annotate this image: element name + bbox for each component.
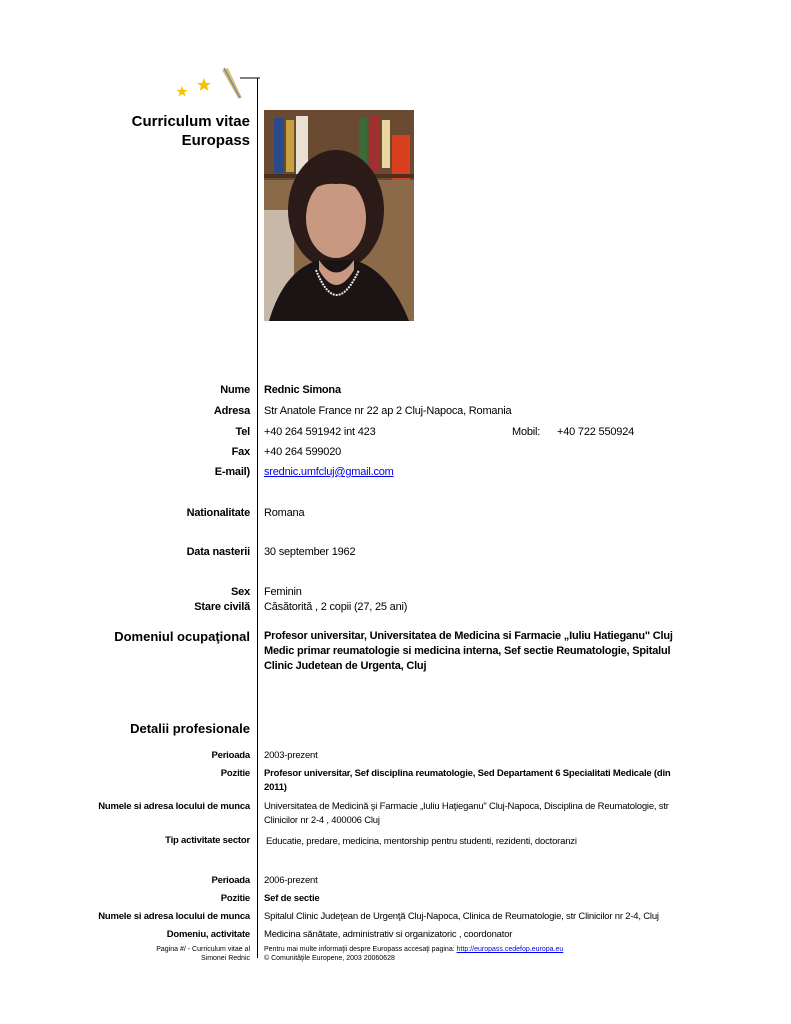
label-name: Nume <box>220 384 250 396</box>
europass-link[interactable]: http://europass.cedefop.europa.eu <box>456 946 564 953</box>
cv-title: Curriculum vitae Europass <box>131 113 250 149</box>
value-domain-2: Medicina sănătate, administrativ si organizatoric , coordonator <box>264 929 513 940</box>
value-position-1-line-2: 2011) <box>264 782 287 793</box>
label-sex: Sex <box>231 586 250 598</box>
value-nationality: Romana <box>264 507 305 519</box>
label-position-2: Pozitie <box>220 893 250 904</box>
value-address: Str Anatole France nr 22 ap 2 Cluj-Napoca, Romania <box>264 405 512 417</box>
label-tel: Tel <box>235 426 250 438</box>
footer-europass-info: Pentru mai multe informaţii despre Europass accesaţi pagina: http://europass.cedefop.europa.eu © Comunităţile Europene, 2003 20060628 <box>264 946 564 962</box>
value-workplace-1-line-2: Clinicilor nr 2-4 , 400006 Cluj <box>264 815 380 826</box>
value-birthdate: 30 september 1962 <box>264 546 356 558</box>
section-title-professional: Detalii profesionale <box>130 721 250 736</box>
footer-page-info: Pagina #/ - Curriculum vitae al Simonei Rednic <box>156 946 250 962</box>
domain-line-2: Medic primar reumatologie si medicina interna, Sef sectie Reumatologie, Spitalul <box>264 645 671 657</box>
value-activity-1: Educatie, predare, medicina, mentorship pentru studenti, rezidenti, doctoranzi <box>266 836 577 847</box>
value-name: Rednic Simona <box>264 384 341 396</box>
value-tel: +40 264 591942 int 423 <box>264 426 376 438</box>
label-period-2: Perioada <box>211 875 250 886</box>
value-position-2: Sef de sectie <box>264 893 320 904</box>
value-sex: Feminin <box>264 586 302 598</box>
domain-line-3: Clinic Judetean de Urgenta, Cluj <box>264 660 427 672</box>
label-fax: Fax <box>231 446 250 458</box>
profile-photo <box>264 110 414 321</box>
label-nationality: Nationalitate <box>186 507 250 519</box>
star-icon <box>177 86 188 97</box>
star-icon <box>197 78 211 91</box>
label-position-1: Pozitie <box>220 768 250 779</box>
label-period-1: Perioada <box>211 750 250 761</box>
label-birthdate: Data nasterii <box>186 546 250 558</box>
label-domain-2: Domeniu, activitate <box>166 929 250 940</box>
value-workplace-1-line-1: Universitatea de Medicină şi Farmacie „Iuliu Haţieganu" Cluj-Napoca, Disciplina de Reumatologie, str <box>264 801 669 812</box>
email-link[interactable]: srednic.umfcluj@gmail.com <box>264 466 394 478</box>
value-civil-status: Căsătorită , 2 copii (27, 25 ani) <box>264 601 408 613</box>
label-address: Adresa <box>213 405 250 417</box>
domain-line-1: Profesor universitar, Universitatea de Medicina si Farmacie „Iuliu Hatieganu" Cluj <box>264 630 673 642</box>
label-workplace-1: Numele si adresa locului de munca <box>98 801 250 812</box>
label-civil-status: Stare civilă <box>194 601 250 613</box>
value-position-1-line-1: Profesor universitar, Sef disciplina reumatologie, Sed Departament 6 Specialitati Medicale (din <box>264 768 671 779</box>
value-fax: +40 264 599020 <box>264 446 342 458</box>
label-email: E-mail) <box>214 466 250 478</box>
vertical-divider <box>257 78 258 958</box>
label-occupational-domain: Domeniul ocupaţional <box>114 629 250 644</box>
value-period-2: 2006-prezent <box>264 875 318 886</box>
label-mobile: Mobil: <box>512 426 541 438</box>
value-workplace-2: Spitalul Clinic Judeţean de Urgenţă Cluj-Napoca, Clinica de Reumatologie, str Clinicilor nr 2-4, Cluj <box>264 911 659 922</box>
value-period-1: 2003-prezent <box>264 750 318 761</box>
value-mobile: +40 722 550924 <box>557 426 635 438</box>
label-activity-1: Tip activitate sector <box>165 835 250 846</box>
label-workplace-2: Numele si adresa locului de munca <box>98 911 250 922</box>
europass-logo <box>160 62 260 102</box>
